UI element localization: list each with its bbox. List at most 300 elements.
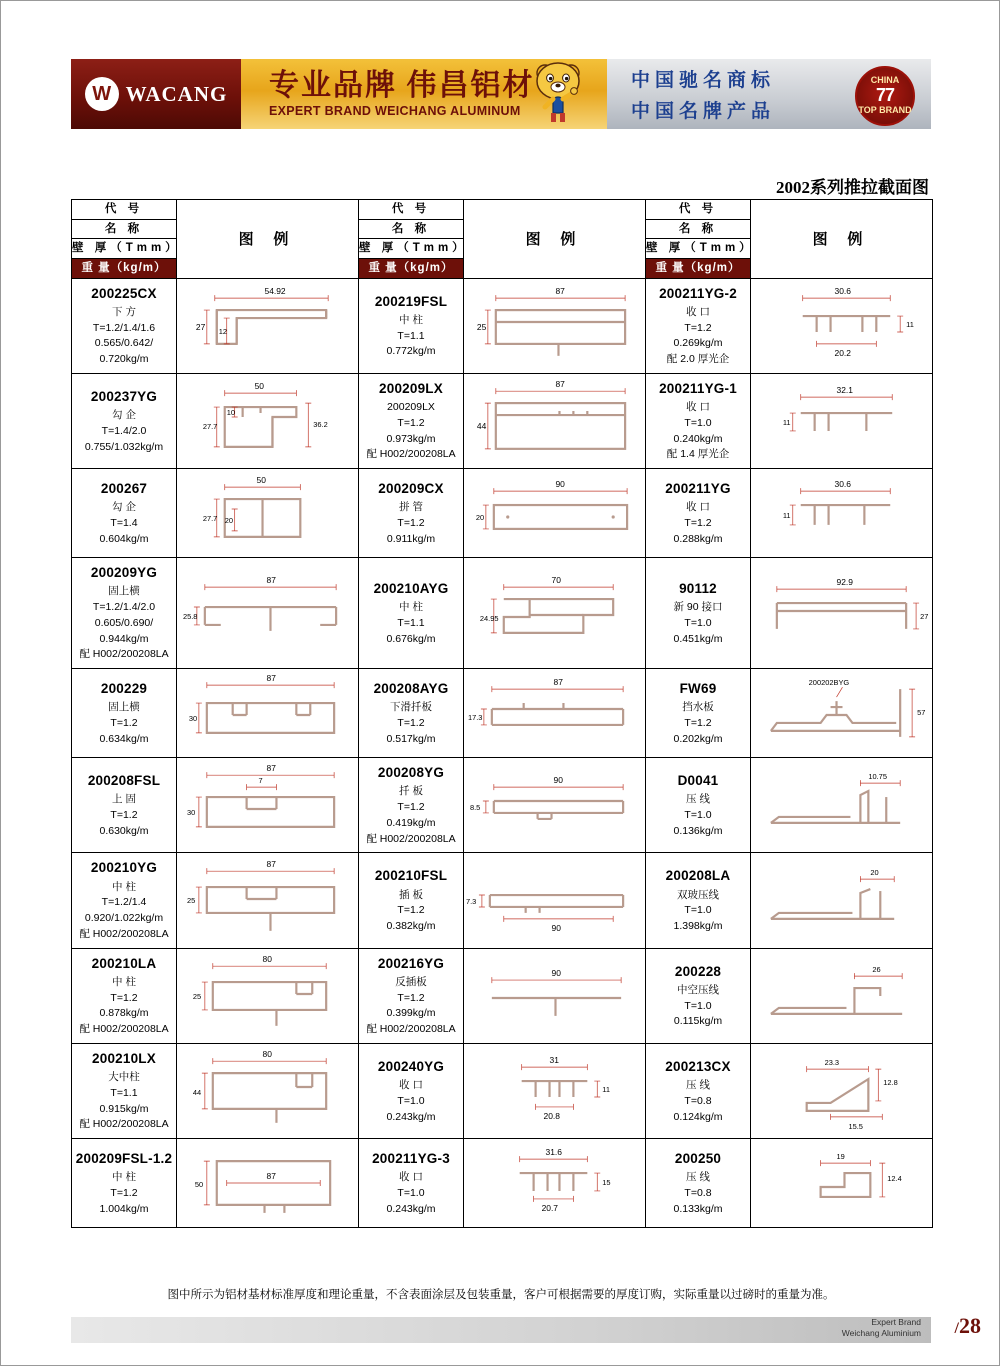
profile-line: 0.630kg/m: [99, 824, 149, 837]
profile-line: 配 H002/200208LA: [366, 1023, 456, 1036]
profile-figure: [177, 558, 359, 669]
header-figure-3: 图 例: [751, 200, 933, 279]
profile-code: 200209FSL-1.2: [75, 1150, 173, 1166]
profile-figure: [177, 948, 359, 1043]
dim-label: 25: [186, 895, 196, 905]
profile-code: FW69: [679, 680, 717, 696]
profile-line: T=1.2: [110, 716, 138, 729]
dim-label: 27: [195, 321, 206, 332]
profile-figure: [464, 373, 646, 468]
profile-code: 200208AYG: [373, 680, 449, 696]
profile-code: 200210LA: [91, 955, 157, 971]
dim-label: 8.5: [469, 803, 481, 813]
profile-line: T=1.0: [684, 904, 712, 917]
header-weight: 重 量（kg/m）: [72, 259, 176, 278]
seal-bottom-text: TOP BRAND: [858, 104, 912, 115]
profile-code: 200209YG: [90, 565, 158, 581]
dim-label: 20: [224, 516, 234, 526]
dim-label: 17.3: [467, 713, 483, 723]
profile-line: 压 线: [686, 793, 710, 806]
profile-info: [359, 669, 464, 758]
profile-figure: [751, 669, 933, 758]
profile-line: 0.920/1.022kg/m: [84, 912, 164, 925]
dim-label: 87: [266, 575, 276, 586]
header-figure-1: 图 例: [177, 200, 359, 279]
profile-line: 配 H002/200208LA: [366, 448, 456, 461]
profile-line: T=1.0: [684, 999, 712, 1012]
header-name: 名 称: [72, 220, 176, 240]
profile-line: T=1.2: [684, 516, 712, 529]
footer-bar: [71, 1317, 931, 1343]
header-name: 名 称: [646, 220, 750, 240]
dim-label: 15.5: [848, 1121, 863, 1131]
profile-line: 大中柱: [108, 1071, 140, 1084]
profile-figure: [464, 758, 646, 853]
profile-line: 新 90 接口: [673, 601, 723, 614]
profile-line: 0.944kg/m: [99, 632, 149, 645]
profile-line: T=1.0: [397, 1186, 425, 1199]
profile-info: [72, 1043, 177, 1138]
profile-info: [646, 1139, 751, 1228]
brand-logo-block: [71, 59, 241, 129]
profile-line: T=1.2: [110, 991, 138, 1004]
profile-figure: [177, 758, 359, 853]
profile-code: D0041: [677, 773, 719, 789]
profile-line: 反插板: [395, 975, 427, 988]
profile-code: 200208YG: [377, 765, 445, 781]
profile-line: 0.772kg/m: [386, 345, 436, 358]
profile-line: T=0.8: [684, 1186, 712, 1199]
profile-line: 0.124kg/m: [673, 1110, 723, 1123]
profile-table: [71, 199, 933, 1228]
profile-line: 0.115kg/m: [673, 1015, 723, 1028]
dim-label: 80: [262, 953, 272, 964]
header-thickness: 壁 厚（Tmm）: [72, 239, 176, 259]
profile-info: [72, 373, 177, 468]
profile-figure: [464, 278, 646, 373]
profile-line: T=1.4/2.0: [101, 424, 147, 437]
header-code-col-1: [72, 200, 181, 279]
logo-icon: [85, 77, 119, 111]
profile-line: T=1.2: [397, 904, 425, 917]
profile-line: 勾 企: [112, 501, 136, 514]
profile-info: [72, 853, 177, 948]
dim-label: 20.8: [543, 1110, 560, 1121]
profile-line: 0.382kg/m: [386, 920, 436, 933]
profile-line: T=1.2: [684, 716, 712, 729]
profile-line: 收 口: [686, 305, 710, 318]
profile-info: [359, 469, 464, 558]
profile-line: 0.565/0.642/: [94, 337, 154, 350]
profile-figure: [751, 853, 933, 948]
dim-label: 30: [188, 714, 198, 724]
dim-label: 87: [266, 1171, 276, 1182]
profile-info: [72, 558, 177, 669]
profile-line: 0.136kg/m: [673, 824, 723, 837]
header-code-col-3: [646, 200, 755, 279]
dim-label: 10.75: [868, 772, 887, 782]
dim-label: 20: [475, 513, 485, 523]
profile-info: [72, 1139, 177, 1228]
profile-code: 200213CX: [665, 1058, 731, 1074]
profile-code: 200211YG: [665, 480, 731, 496]
profile-line: T=1.2/1.4/2.0: [92, 601, 156, 614]
profile-code: 200210AYG: [373, 580, 449, 596]
profile-code: 200208FSL: [87, 773, 161, 789]
dim-label: 30: [186, 808, 196, 818]
profile-figure: [177, 373, 359, 468]
dim-label: 20.2: [834, 347, 851, 358]
dim-label: 50: [256, 475, 266, 486]
profile-info: [72, 278, 177, 373]
table-row: [72, 669, 933, 758]
profile-line: 0.133kg/m: [673, 1202, 723, 1215]
profile-line: 0.604kg/m: [99, 532, 149, 545]
profile-line: T=0.8: [684, 1094, 712, 1107]
profile-info: [359, 558, 464, 669]
profile-line: 0.202kg/m: [673, 732, 723, 745]
profile-line: 收 口: [399, 1079, 423, 1092]
dim-label: 90: [553, 775, 563, 786]
dim-label: 11: [782, 511, 791, 521]
dim-label: 87: [266, 858, 276, 869]
dim-label: 44: [192, 1088, 202, 1098]
profile-line: T=1.1: [397, 329, 425, 342]
footer-brand: [842, 1317, 921, 1338]
page-number: /28: [954, 1313, 981, 1338]
dim-label: 32.1: [836, 385, 853, 396]
profile-code: 200237YG: [90, 388, 158, 404]
dim-label: 50: [254, 381, 264, 392]
profile-line: 拼 管: [399, 501, 423, 514]
profile-figure: [177, 1139, 359, 1228]
profile-line: 0.755/1.032kg/m: [84, 440, 164, 453]
profile-figure: [177, 669, 359, 758]
profile-line: 挡水板: [682, 701, 714, 714]
profile-figure: [464, 469, 646, 558]
profile-info: [72, 469, 177, 558]
profile-figure: [464, 1043, 646, 1138]
profile-info: [359, 948, 464, 1043]
profile-code: 200210FSL: [374, 868, 448, 884]
profile-info: [646, 558, 751, 669]
profile-line: 中 柱: [112, 880, 136, 893]
profile-info: [646, 1043, 751, 1138]
profile-code: 200209CX: [378, 480, 444, 496]
dim-label: 92.9: [836, 577, 853, 588]
profile-figure: [751, 373, 933, 468]
profile-info: [646, 758, 751, 853]
logo-mark-letter: W: [92, 83, 112, 105]
dim-label: 70: [551, 575, 561, 586]
profile-code: 200219FSL: [374, 293, 448, 309]
profile-code: 200208LA: [665, 868, 731, 884]
profile-line: 中 柱: [112, 1171, 136, 1184]
table-row: [72, 558, 933, 669]
profile-info: [646, 469, 751, 558]
profile-line: T=1.1: [397, 616, 425, 629]
dim-label: 10: [226, 408, 236, 418]
profile-line: 0.243kg/m: [386, 1202, 436, 1215]
profile-line: 0.911kg/m: [386, 532, 436, 545]
footer-line-2: Weichang Aluminium: [841, 1327, 921, 1338]
dim-label: 30.6: [834, 285, 851, 296]
profile-line: 上 固: [112, 793, 136, 806]
table-row: [72, 853, 933, 948]
profile-code: 200216YG: [377, 955, 445, 971]
profile-line: T=1.4: [110, 516, 138, 529]
profile-line: T=1.2: [110, 809, 138, 822]
profile-figure: [464, 558, 646, 669]
header-code: 代 号: [646, 200, 750, 220]
award-line-2: 中国名牌产品: [631, 101, 776, 122]
profile-line: 固上横: [108, 585, 140, 598]
dim-label: 27.7: [202, 514, 218, 524]
table-row: [72, 948, 933, 1043]
dim-label: 11: [906, 319, 914, 329]
dim-label: 57: [917, 708, 926, 718]
dim-label: 31: [549, 1055, 559, 1066]
dim-label: 36.2: [313, 420, 328, 430]
dim-label: 25: [476, 321, 487, 332]
dim-label: 87: [555, 379, 565, 390]
dim-label: 7.3: [465, 896, 477, 906]
table-row: [72, 1139, 933, 1228]
dim-label: 44: [476, 421, 487, 432]
profile-code: 200209LX: [379, 380, 443, 396]
profile-line: T=1.2: [397, 991, 425, 1004]
dim-label: 27.7: [202, 422, 218, 432]
profile-figure: [751, 469, 933, 558]
profile-code: 200225CX: [91, 285, 157, 301]
table-header-row: [72, 200, 933, 279]
profile-line: T=1.2: [110, 1186, 138, 1199]
table-row: [72, 758, 933, 853]
profile-code: 200250: [674, 1150, 722, 1166]
profile-line: 0.240kg/m: [673, 432, 723, 445]
profile-info: [72, 758, 177, 853]
profile-code: 200229: [100, 680, 148, 696]
page-title: 2002系列推拉截面图: [776, 178, 929, 197]
profile-line: 下 方: [112, 305, 136, 318]
header-code: 代 号: [72, 200, 176, 220]
footnote: 图中所示为铝材基材标准厚度和理论重量，不含表面涂层及包装重量，客户可根据需要的厚度订购，实际重量以过磅时的重量为准。: [167, 1289, 835, 1301]
award-seal-icon: [855, 66, 915, 126]
profile-line: 0.915kg/m: [99, 1102, 149, 1115]
award-line-1: 中国驰名商标: [631, 70, 776, 91]
dim-label: 12: [218, 326, 228, 336]
dim-label: 25: [192, 991, 202, 1001]
profile-line: 收 口: [686, 401, 710, 414]
dim-label: 87: [266, 763, 276, 774]
header-figure-2: 图 例: [464, 200, 646, 279]
dim-label: 87: [266, 673, 276, 684]
profile-figure: [751, 1043, 933, 1138]
profile-line: 中 柱: [399, 313, 423, 326]
dim-label: 27: [920, 612, 929, 622]
profile-line: T=1.2/1.4/1.6: [92, 321, 156, 334]
profile-figure: [177, 278, 359, 373]
dim-label: 90: [551, 922, 561, 933]
profile-line: T=1.2: [397, 801, 425, 814]
profile-line: 1.398kg/m: [673, 920, 723, 933]
profile-line: 压 线: [686, 1171, 710, 1184]
profile-line: 下滑扦板: [390, 701, 432, 714]
dim-label: 200202BYG: [808, 678, 850, 688]
dim-label: 31.6: [545, 1147, 562, 1158]
profile-code: 200211YG-3: [372, 1150, 450, 1166]
brand-banner: [71, 59, 931, 129]
profile-line: 配 H002/200208LA: [79, 1023, 169, 1036]
profile-line: T=1.1: [110, 1086, 138, 1099]
profile-line: 配 H002/200208LA: [79, 927, 169, 940]
profile-figure: [177, 469, 359, 558]
dim-label: 12.8: [883, 1078, 898, 1088]
profile-info: [646, 669, 751, 758]
profile-line: T=1.2: [684, 321, 712, 334]
profile-line: 中 柱: [112, 975, 136, 988]
profile-info: [72, 948, 177, 1043]
profile-line: 配 2.0 厚光企: [666, 353, 730, 366]
seal-big-text: 77: [875, 85, 895, 106]
page-number-value: 28: [959, 1313, 981, 1338]
profile-line: 配 1.4 厚光企: [666, 448, 730, 461]
profile-info: [72, 669, 177, 758]
dim-label: 20.7: [541, 1203, 558, 1214]
profile-figure: [751, 558, 933, 669]
profile-line: 0.676kg/m: [386, 632, 436, 645]
table-row: [72, 469, 933, 558]
profile-figure: [464, 948, 646, 1043]
profile-line: T=1.0: [397, 1094, 425, 1107]
profile-info: [646, 278, 751, 373]
profile-info: [359, 373, 464, 468]
header-thickness: 壁 厚（Tmm）: [646, 239, 750, 259]
banner-title-en: EXPERT BRAND WEICHANG ALUMINUM: [269, 103, 521, 118]
profile-info: [359, 853, 464, 948]
header-code-col-2: [359, 200, 468, 279]
header-weight: 重 量（kg/m）: [359, 259, 463, 278]
profile-figure: [177, 1043, 359, 1138]
footer-line-1: Expert Brand: [871, 1317, 921, 1327]
profile-line: 配 H002/200208LA: [79, 1118, 169, 1131]
dim-label: 24.95: [479, 614, 499, 624]
profile-line: 0.269kg/m: [673, 337, 723, 350]
dim-label: 87: [555, 285, 565, 296]
dim-label: 19: [836, 1152, 845, 1162]
profile-code: 200210LX: [92, 1050, 156, 1066]
profile-line: T=1.2: [397, 416, 425, 429]
dim-label: 25.8: [182, 612, 198, 622]
profile-line: 扦 板: [399, 785, 423, 798]
profile-line: T=1.0: [684, 809, 712, 822]
profile-code: 200267: [100, 480, 148, 496]
profile-code: 200211YG-2: [659, 285, 737, 301]
profile-info: [359, 1139, 464, 1228]
dim-label: 11: [782, 418, 791, 428]
seal-top-text: CHINA: [870, 75, 900, 86]
dim-label: 54.92: [264, 285, 286, 296]
dim-label: 11: [602, 1085, 610, 1095]
profile-line: 中空压线: [677, 983, 719, 996]
header-code: 代 号: [359, 200, 463, 220]
dim-label: 87: [553, 677, 563, 688]
profile-line: 0.973kg/m: [386, 432, 436, 445]
profile-figure: [751, 948, 933, 1043]
dim-label: 50: [194, 1180, 204, 1190]
header-name: 名 称: [359, 220, 463, 240]
profile-line: 0.451kg/m: [673, 632, 723, 645]
profile-line: 配 H002/200208LA: [366, 832, 456, 845]
profile-info: [646, 853, 751, 948]
profile-code: 90112: [679, 580, 717, 596]
profile-line: 固上横: [108, 701, 140, 714]
profile-line: T=1.2/1.4: [101, 896, 147, 909]
profile-line: 插 板: [399, 888, 423, 901]
profile-line: 0.878kg/m: [99, 1007, 149, 1020]
dim-label: 26: [872, 964, 881, 974]
profile-info: [646, 373, 751, 468]
dim-label: 12.4: [887, 1174, 902, 1184]
profile-line: T=1.2: [397, 716, 425, 729]
profile-line: 0.605/0.690/: [94, 616, 154, 629]
logo-text: WACANG: [125, 81, 228, 106]
brand-awards-block: [607, 59, 931, 129]
dim-label: 7: [258, 776, 263, 786]
banner-title-block: [241, 59, 607, 129]
profile-figure: [751, 758, 933, 853]
profile-line: 收 口: [399, 1171, 423, 1184]
profile-line: T=1.0: [684, 416, 712, 429]
profile-line: 0.243kg/m: [386, 1110, 436, 1123]
dim-label: 15: [602, 1178, 611, 1188]
profile-figure: [464, 1139, 646, 1228]
profile-figure: [177, 853, 359, 948]
mascot-icon: [523, 59, 593, 129]
profile-line: 1.004kg/m: [99, 1202, 149, 1215]
profile-code: 200211YG-1: [659, 380, 737, 396]
table-row: [72, 1043, 933, 1138]
table-row: [72, 373, 933, 468]
profile-line: 200209LX: [387, 401, 435, 414]
profile-line: 压 线: [686, 1079, 710, 1092]
profile-line: 双玻压线: [677, 888, 719, 901]
profile-info: [359, 1043, 464, 1138]
profile-line: 收 口: [686, 501, 710, 514]
dim-label: 90: [551, 967, 561, 978]
profile-code: 200240YG: [377, 1058, 445, 1074]
dim-label: 90: [555, 479, 565, 490]
profile-line: 0.634kg/m: [99, 732, 149, 745]
header-thickness: 壁 厚（Tmm）: [359, 239, 463, 259]
profile-line: 0.419kg/m: [386, 816, 436, 829]
dim-label: 80: [262, 1049, 272, 1060]
header-weight: 重 量（kg/m）: [646, 259, 750, 278]
profile-figure: [464, 669, 646, 758]
profile-line: T=1.2: [397, 516, 425, 529]
profile-info: [646, 948, 751, 1043]
profile-line: 中 柱: [399, 601, 423, 614]
profile-line: 0.720kg/m: [99, 353, 149, 366]
profile-line: 0.517kg/m: [386, 732, 436, 745]
dim-label: 30.6: [834, 479, 851, 490]
profile-line: 勾 企: [112, 409, 136, 422]
profile-line: 配 H002/200208LA: [79, 648, 169, 661]
dim-label: 20: [870, 867, 879, 877]
profile-info: [359, 758, 464, 853]
profile-figure: [751, 1139, 933, 1228]
profile-code: 200210YG: [90, 860, 158, 876]
